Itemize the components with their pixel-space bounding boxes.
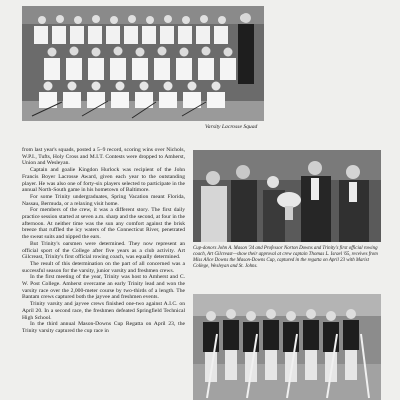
lacrosse-team-photo — [22, 6, 264, 121]
lacrosse-caption: Varsity Lacrosse Squad — [205, 124, 258, 130]
crew-team-photo — [193, 294, 381, 400]
paragraph: Captain and goalie Kingdon Hurlock was recipient of the John Francis Boyer Lacrosse Award, given each year to the outstanding player. He was also one of forty-six players selected to participate in the annual North-South game in his hometown of Baltimore. — [22, 167, 185, 194]
cup-photo-caption: Cup-donors John A. Mason '34 and Professor Norton Downs and Trinity's first official rowing coach, Art Gilcreast—show their approval at crew captain Thomas L. Israel '65, receives from Miss Alice Downs the Mason-Downs Cup, captured in the regatta on April 23 with Marist College, Wesleyan and St. Johns. — [193, 246, 378, 270]
paragraph: Trinity varsity and jayvee crews finished one-two against A.I.C. on April 20. In a second race, the freshmen defeated Springfield Technical High School. — [22, 301, 185, 321]
cup-presentation-photo — [193, 150, 381, 242]
paragraph: For some Trinity undergraduates, Spring Vacation meant Florida, Nassau, Bermuda, or a relaxing visit home. — [22, 193, 185, 207]
paragraph: But Trinity's oarsmen were determined. They now represent an official sport of the College after five years as a club activity. Art Gilcreast, Trinity's first official rowing coach, was equally determined. — [22, 240, 185, 261]
paragraph: from last year's squads, posted a 5–9 record, scoring wins over Nichols, W.P.I., Tufts, Holy Cross and M.I.T. Contests were dropped to Amherst, Union and Wesleyan. — [22, 147, 185, 167]
paragraph: For members of the crew, it was a different story. The first daily practice session started at seven a.m. sharp and the second, at four in the afternoon. At neither time was the sun any comfort against the brisk breeze that ruffled the icy waters of the Connecticut River, penetrated the sweat suits and nipped the ears. — [22, 207, 185, 241]
paragraph: The result of this determination on the part of all concerned was a successful season for the varsity, junior varsity and freshmen crews. — [22, 260, 185, 274]
paragraph: In the first meeting of the year, Trinity was host to Amherst and C. W. Post College. Amherst overcame an early Trinity lead and won the varsity race over the 2,000-meter course by two-thirds of a length. The Bantam crews captured both the jayvee and freshmen events. — [22, 274, 185, 301]
article-body — [22, 147, 185, 400]
paragraph: In the third annual Mason-Downs Cup Regatta on April 23, the Trinity varsity captured the cup race in — [22, 321, 185, 334]
